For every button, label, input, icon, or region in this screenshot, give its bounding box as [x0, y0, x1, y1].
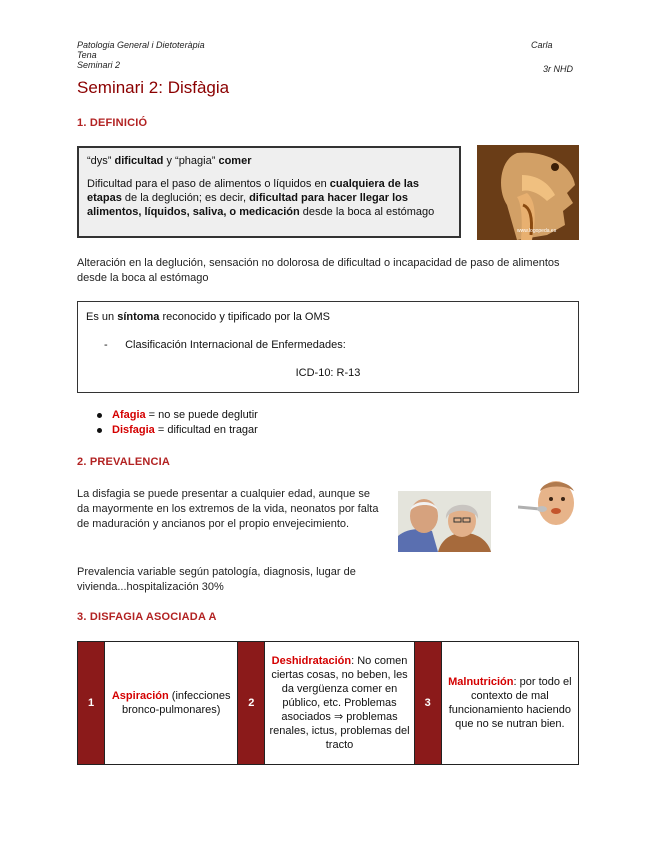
bullet-dot-icon [97, 428, 102, 433]
bullet-afagia: Afagia = no se puede deglutir [97, 408, 258, 423]
header-seminar: Seminari 2 [77, 60, 121, 70]
cell-number-1: 1 [78, 642, 105, 765]
definition-box [77, 146, 461, 238]
header-author-surname: Tena [77, 50, 97, 60]
cell-malnutricion: Malnutrición: por todo el contexto de mal funcionamiento haciendo que no se nutran bien. [441, 642, 578, 765]
cell-number-3: 3 [414, 642, 441, 765]
section-asociada-heading: 3. DISFAGIA ASOCIADA A [77, 611, 217, 623]
swallowing-anatomy-image [477, 145, 579, 240]
image-caption: www.logopeda.es [517, 228, 557, 234]
cell-deshidratacion: Deshidratación: No comen ciertas cosas, no beben, les da vergüenza comer en público, etc. Problemas asociados ⇒ problemas renales, ictus, problemas del tracto [265, 642, 414, 765]
prevalencia-paragraph-1: La disfagia se puede presentar a cualquier edad, aunque se da mayormente en los extremos de la vida, neonatos por falta de maduración y ancianos por el propio envejecimiento. [77, 488, 379, 530]
oms-line: Es un síntoma reconocido y tipificado por la OMS [86, 311, 330, 323]
cell-aspiracion: Aspiración (infecciones bronco-pulmonares) [105, 642, 238, 765]
associated-conditions-table [77, 641, 579, 765]
etymology-line: “dys” dificultad y “phagia” comer [87, 155, 252, 167]
bullet-dot-icon [97, 413, 102, 418]
bullet-disfagia: Disfagia = dificultad en tragar [97, 423, 258, 438]
alteracion-paragraph: Alteración en la deglución, sensación no dolorosa de dificultad o incapacidad de paso de alimentos desde la boca al estómago [77, 257, 560, 284]
definition-text: Dificultad para el paso de alimentos o líquidos en cualquiera de las etapas de la deglución; es decir, dificultad para hacer llegar los alimentos, líquidos, saliva, o medicación desde la boca al estómago [87, 178, 435, 218]
elderly-couple-photo [398, 491, 491, 552]
table-row [78, 642, 579, 765]
section-definicio-heading: 1. DEFINICIÓ [77, 117, 148, 129]
header-author-name: Carla [531, 40, 553, 50]
classification-item: - Clasificación Internacional de Enfermedades: [104, 339, 346, 351]
oms-box [77, 301, 579, 393]
header-course-year: 3r NHD [543, 64, 574, 74]
baby-eating-photo [518, 477, 577, 531]
icd-code: ICD-10: R-13 [295, 367, 361, 379]
cell-number-2: 2 [238, 642, 265, 765]
header-course: Patologia General i Dietoteràpia [77, 40, 205, 50]
page-title: Seminari 2: Disfàgia [77, 78, 230, 97]
header-left [77, 40, 205, 70]
section-prevalencia-heading: 2. PREVALENCIA [77, 456, 171, 468]
prevalencia-paragraph-2: Prevalencia variable según patología, diagnosis, lugar de vivienda...hospitalización 30% [77, 566, 356, 593]
